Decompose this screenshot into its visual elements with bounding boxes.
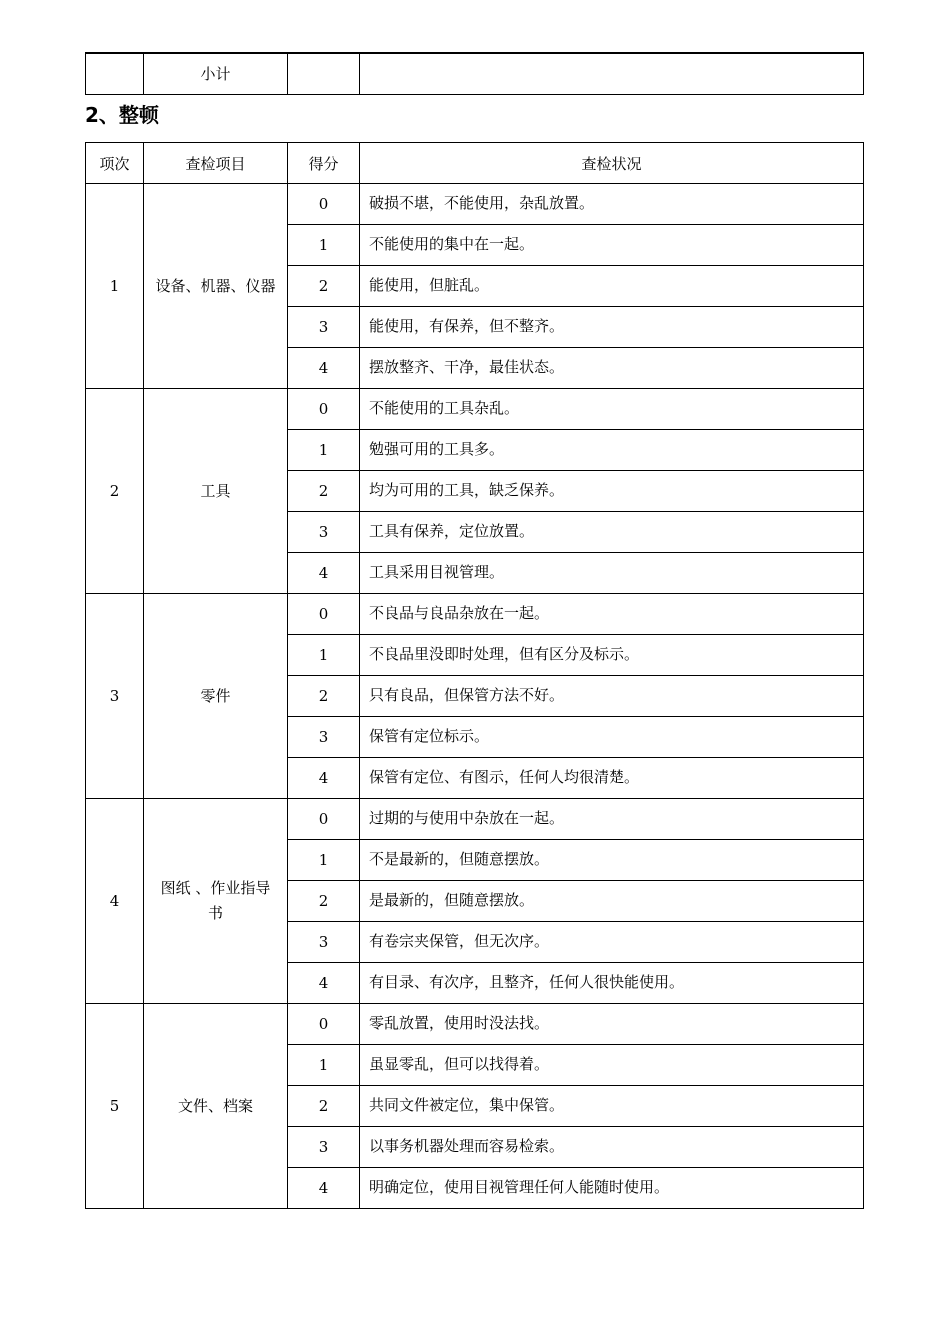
item-number: 2 (86, 389, 144, 594)
inspection-item: 零件 (144, 594, 288, 799)
status-cell: 有目录、有次序，且整齐，任何人很快能使用。 (360, 963, 864, 1004)
score-cell: 3 (288, 307, 360, 348)
score-cell: 4 (288, 1168, 360, 1209)
score-cell: 4 (288, 758, 360, 799)
status-cell: 工具采用目视管理。 (360, 553, 864, 594)
score-cell: 0 (288, 594, 360, 635)
score-cell: 0 (288, 389, 360, 430)
score-cell: 2 (288, 881, 360, 922)
header-item: 查检项目 (144, 143, 288, 184)
status-cell: 过期的与使用中杂放在一起。 (360, 799, 864, 840)
subtotal-table (85, 52, 864, 95)
status-cell: 不是最新的，但随意摆放。 (360, 840, 864, 881)
subtotal-score-cell (288, 53, 360, 94)
inspection-item: 图纸 、作业指导书 (144, 799, 288, 1004)
score-cell: 2 (288, 676, 360, 717)
score-cell: 1 (288, 1045, 360, 1086)
subtotal-notes-cell (360, 53, 864, 94)
inspection-table (85, 142, 864, 1209)
table-row (86, 184, 864, 225)
status-cell: 不能使用的工具杂乱。 (360, 389, 864, 430)
score-cell: 4 (288, 348, 360, 389)
status-cell: 保管有定位、有图示，任何人均很清楚。 (360, 758, 864, 799)
status-cell: 均为可用的工具，缺乏保养。 (360, 471, 864, 512)
status-cell: 是最新的，但随意摆放。 (360, 881, 864, 922)
score-cell: 3 (288, 717, 360, 758)
status-cell: 摆放整齐、干净，最佳状态。 (360, 348, 864, 389)
status-cell: 只有良品，但保管方法不好。 (360, 676, 864, 717)
score-cell: 4 (288, 553, 360, 594)
item-number: 5 (86, 1004, 144, 1209)
score-cell: 2 (288, 1086, 360, 1127)
subtotal-row (86, 53, 864, 94)
status-cell: 不良品与良品杂放在一起。 (360, 594, 864, 635)
table-row (86, 1004, 864, 1045)
status-cell: 共同文件被定位，集中保管。 (360, 1086, 864, 1127)
score-cell: 3 (288, 1127, 360, 1168)
score-cell: 3 (288, 922, 360, 963)
item-number: 3 (86, 594, 144, 799)
item-number: 4 (86, 799, 144, 1004)
score-cell: 1 (288, 430, 360, 471)
status-cell: 不良品里没即时处理，但有区分及标示。 (360, 635, 864, 676)
table-row (86, 389, 864, 430)
status-cell: 勉强可用的工具多。 (360, 430, 864, 471)
status-cell: 保管有定位标示。 (360, 717, 864, 758)
subtotal-blank-cell (86, 53, 144, 94)
status-cell: 虽显零乱，但可以找得着。 (360, 1045, 864, 1086)
status-cell: 有卷宗夹保管，但无次序。 (360, 922, 864, 963)
status-cell: 能使用，但脏乱。 (360, 266, 864, 307)
score-cell: 1 (288, 225, 360, 266)
score-cell: 1 (288, 635, 360, 676)
score-cell: 2 (288, 266, 360, 307)
header-status: 查检状况 (360, 143, 864, 184)
status-cell: 不能使用的集中在一起。 (360, 225, 864, 266)
status-cell: 工具有保养，定位放置。 (360, 512, 864, 553)
score-cell: 2 (288, 471, 360, 512)
inspection-item: 工具 (144, 389, 288, 594)
table-row (86, 594, 864, 635)
score-cell: 4 (288, 963, 360, 1004)
status-cell: 能使用，有保养，但不整齐。 (360, 307, 864, 348)
score-cell: 0 (288, 799, 360, 840)
inspection-item: 设备、机器、仪器 (144, 184, 288, 389)
section-heading: 2、整顿 (85, 103, 159, 127)
header-score: 得分 (288, 143, 360, 184)
table-row (86, 799, 864, 840)
score-cell: 1 (288, 840, 360, 881)
header-no: 项次 (86, 143, 144, 184)
status-cell: 以事务机器处理而容易检索。 (360, 1127, 864, 1168)
status-cell: 破损不堪，不能使用，杂乱放置。 (360, 184, 864, 225)
score-cell: 0 (288, 1004, 360, 1045)
item-number: 1 (86, 184, 144, 389)
score-cell: 0 (288, 184, 360, 225)
inspection-item: 文件、档案 (144, 1004, 288, 1209)
subtotal-label: 小计 (144, 53, 288, 94)
status-cell: 零乱放置，使用时没法找。 (360, 1004, 864, 1045)
status-cell: 明确定位，使用目视管理任何人能随时使用。 (360, 1168, 864, 1209)
header-row (86, 143, 864, 184)
table-body (86, 184, 864, 1209)
score-cell: 3 (288, 512, 360, 553)
